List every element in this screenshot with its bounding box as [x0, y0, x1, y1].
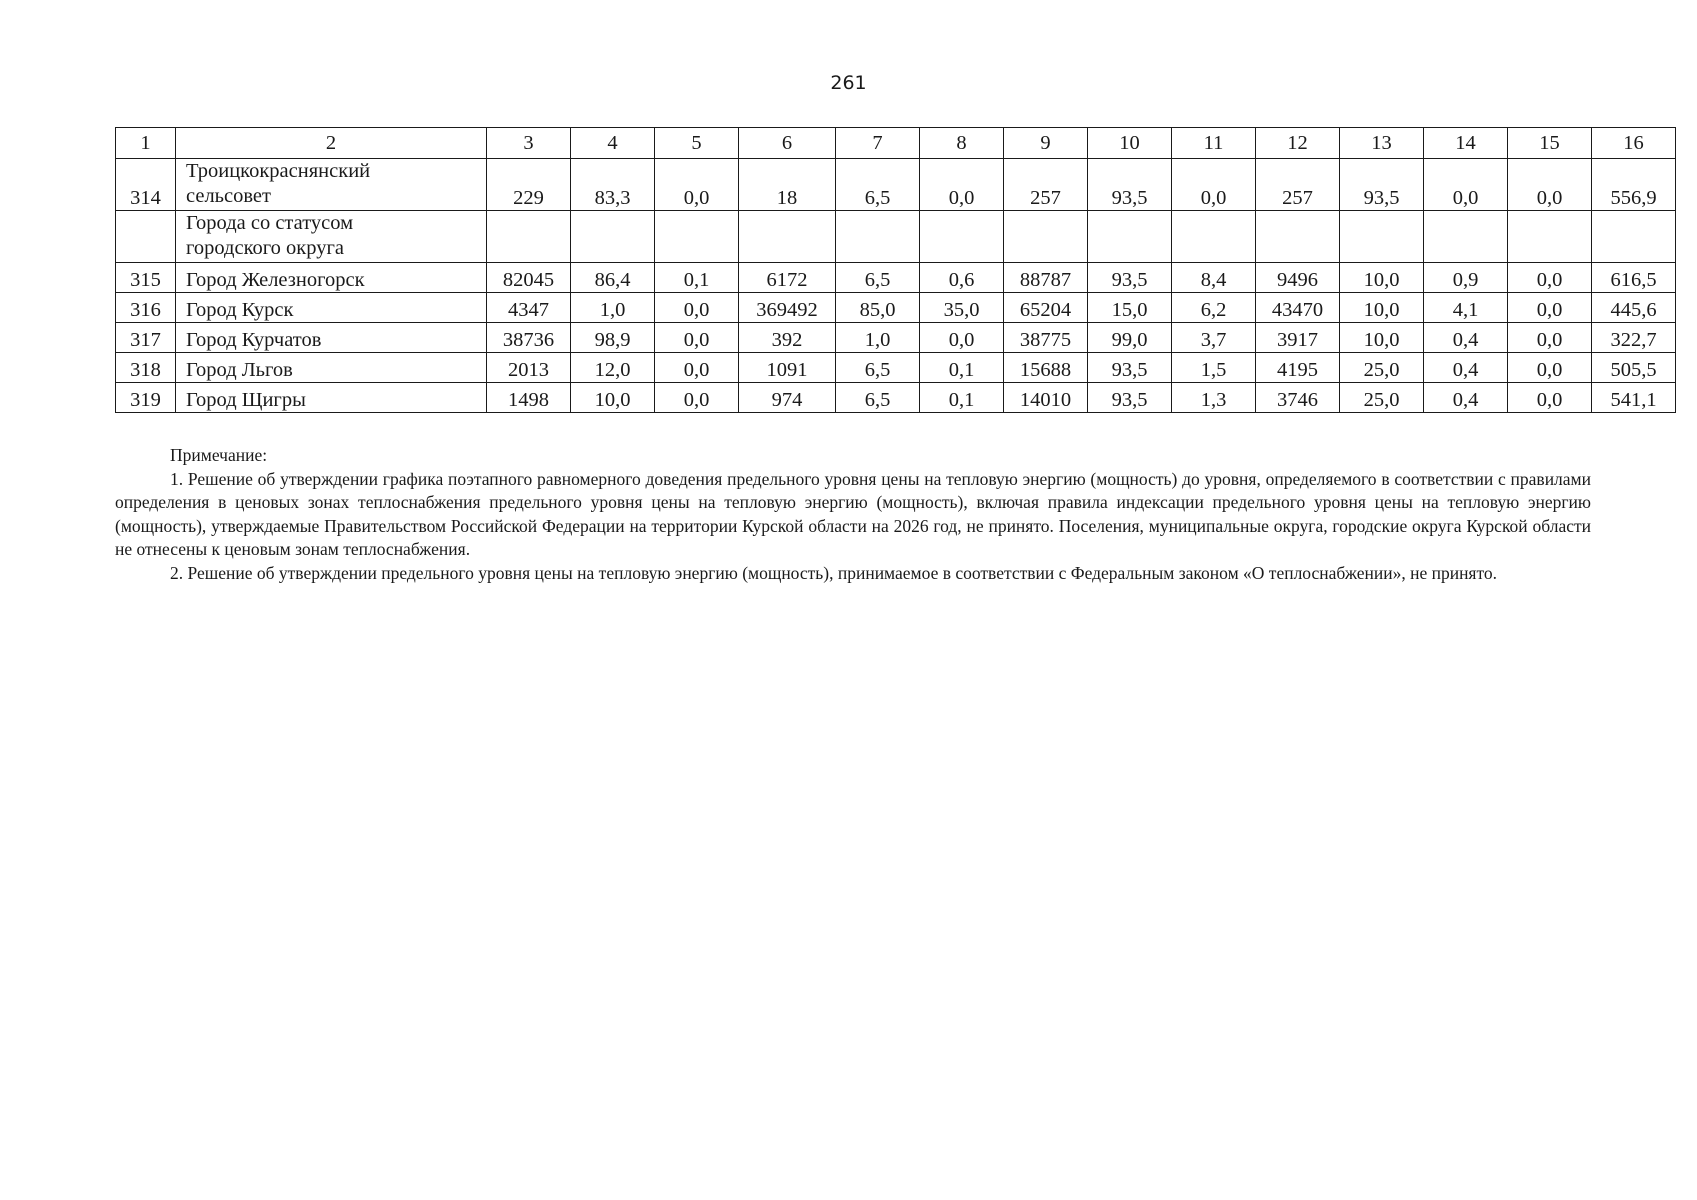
table-cell: 1,5: [1172, 353, 1256, 383]
column-number: 1: [116, 128, 176, 159]
row-number: 318: [116, 353, 176, 383]
row-name: Город Железногорск: [176, 263, 487, 293]
table-row: [116, 323, 1676, 353]
table-cell: 6,2: [1172, 293, 1256, 323]
column-number: 8: [920, 128, 1004, 159]
table-cell: [1172, 211, 1256, 263]
table-cell: 0,0: [655, 293, 739, 323]
table-cell: 505,5: [1592, 353, 1676, 383]
table-cell: 93,5: [1088, 263, 1172, 293]
table-cell: 93,5: [1088, 353, 1172, 383]
table-cell: [1340, 211, 1424, 263]
table-cell: 1498: [487, 383, 571, 413]
table-cell: 369492: [739, 293, 836, 323]
table-cell: 0,0: [655, 353, 739, 383]
row-name: Город Щигры: [176, 383, 487, 413]
page-number: 261: [830, 72, 867, 94]
table-cell: [571, 211, 655, 263]
table-cell: 257: [1004, 159, 1088, 211]
table-cell: 0,1: [920, 353, 1004, 383]
table-cell: 3917: [1256, 323, 1340, 353]
table-cell: 3746: [1256, 383, 1340, 413]
table-cell: [1256, 211, 1340, 263]
table-cell: 0,0: [1508, 263, 1592, 293]
table-cell: [1508, 211, 1592, 263]
table-cell: 35,0: [920, 293, 1004, 323]
table-cell: 257: [1256, 159, 1340, 211]
section-header-row: [116, 211, 1676, 263]
column-number-row: [116, 128, 1676, 159]
table-cell: 6,5: [836, 263, 920, 293]
table-cell: [1592, 211, 1676, 263]
table-cell: 10,0: [1340, 293, 1424, 323]
row-name-line: Троицкокраснянский: [186, 160, 371, 182]
row-number: 319: [116, 383, 176, 413]
table-cell: 0,0: [1172, 159, 1256, 211]
table-cell: [655, 211, 739, 263]
column-number: 6: [739, 128, 836, 159]
table-cell: 6,5: [836, 383, 920, 413]
table-cell: 4,1: [1424, 293, 1508, 323]
table-cell: 85,0: [836, 293, 920, 323]
table-cell: 10,0: [1340, 323, 1424, 353]
note-paragraph: 1. Решение об утверждении графика поэтапного равномерного доведения предельного уровня цены на тепловую энергию (мощность) до уровня, определяемого в соответствии с правилами определения в ценовых зонах теплоснабжения предельного уровня цены на тепловую энергию (мощность), включая правила индексации предельного уровня цены на тепловую энергию (мощность), утверждаемые Правительством Российской Федерации на территории Курской области на 2026 год, не принято. Поселения, муниципальные округа, городские округа Курской области не отнесены к ценовым зонам теплоснабжения.: [115, 468, 1591, 559]
table-row: [116, 293, 1676, 323]
row-name: Город Курск: [176, 293, 487, 323]
table-cell: 0,6: [920, 263, 1004, 293]
table-cell: 1,0: [571, 293, 655, 323]
table-row: [116, 383, 1676, 413]
table-cell: 974: [739, 383, 836, 413]
row-number: 315: [116, 263, 176, 293]
table-cell: 1,3: [1172, 383, 1256, 413]
table-cell: 322,7: [1592, 323, 1676, 353]
table-cell: 88787: [1004, 263, 1088, 293]
table-cell: [836, 211, 920, 263]
column-number: 10: [1088, 128, 1172, 159]
table-cell: 6,5: [836, 159, 920, 211]
table-cell: 1091: [739, 353, 836, 383]
table-cell: 556,9: [1592, 159, 1676, 211]
table-cell: 83,3: [571, 159, 655, 211]
row-number: 314: [116, 159, 176, 211]
table-cell: 15,0: [1088, 293, 1172, 323]
table-cell: 229: [487, 159, 571, 211]
table-cell: 1,0: [836, 323, 920, 353]
table-cell: 4195: [1256, 353, 1340, 383]
table-cell: 6172: [739, 263, 836, 293]
table-cell: 0,0: [1508, 353, 1592, 383]
table-cell: 6,5: [836, 353, 920, 383]
table-cell: 18: [739, 159, 836, 211]
table-row: [116, 263, 1676, 293]
table-cell: 0,0: [1508, 159, 1592, 211]
table-cell: [920, 211, 1004, 263]
table-cell: 14010: [1004, 383, 1088, 413]
column-number: 13: [1340, 128, 1424, 159]
notes-label: Примечание:: [170, 445, 268, 465]
row-name-line: сельсовет: [186, 185, 271, 207]
table-cell: [1088, 211, 1172, 263]
table-cell: 2013: [487, 353, 571, 383]
table-cell: 392: [739, 323, 836, 353]
table-cell: 0,9: [1424, 263, 1508, 293]
table-cell: 0,0: [920, 323, 1004, 353]
table-cell: 445,6: [1592, 293, 1676, 323]
table-cell: 86,4: [571, 263, 655, 293]
row-number: 317: [116, 323, 176, 353]
table-cell: 25,0: [1340, 353, 1424, 383]
table-cell: 4347: [487, 293, 571, 323]
table-cell: 0,0: [1508, 383, 1592, 413]
row-name: Город Льгов: [176, 353, 487, 383]
column-number: 14: [1424, 128, 1508, 159]
table-cell: 8,4: [1172, 263, 1256, 293]
table-cell: 93,5: [1088, 159, 1172, 211]
table-cell: 38736: [487, 323, 571, 353]
column-number: 15: [1508, 128, 1592, 159]
table-cell: 0,0: [1508, 293, 1592, 323]
column-number: 12: [1256, 128, 1340, 159]
tariff-table: [115, 127, 1676, 413]
note-paragraph: 2. Решение об утверждении предельного уровня цены на тепловую энергию (мощность), принимаемое в соответствии с Федеральным законом «О теплоснабжении», не принято.: [170, 562, 1498, 583]
row-name-line: городского округа: [186, 237, 344, 259]
table-row: [116, 159, 1676, 211]
table-cell: 0,4: [1424, 323, 1508, 353]
column-number: 4: [571, 128, 655, 159]
column-number: 2: [176, 128, 487, 159]
column-number: 11: [1172, 128, 1256, 159]
table-cell: [739, 211, 836, 263]
table-row: [116, 353, 1676, 383]
row-name-line: Города со статусом: [186, 212, 354, 234]
column-number: 3: [487, 128, 571, 159]
table-cell: 616,5: [1592, 263, 1676, 293]
table-cell: [1004, 211, 1088, 263]
table-cell: 0,0: [920, 159, 1004, 211]
row-number: 316: [116, 293, 176, 323]
table-cell: 12,0: [571, 353, 655, 383]
column-number: 7: [836, 128, 920, 159]
table-cell: 82045: [487, 263, 571, 293]
table-cell: 38775: [1004, 323, 1088, 353]
table-cell: 25,0: [1340, 383, 1424, 413]
table-cell: 0,1: [655, 263, 739, 293]
table-cell: 10,0: [1340, 263, 1424, 293]
column-number: 16: [1592, 128, 1676, 159]
table-cell: 0,0: [655, 159, 739, 211]
row-name: Город Курчатов: [176, 323, 487, 353]
table-cell: 9496: [1256, 263, 1340, 293]
column-number: 9: [1004, 128, 1088, 159]
notes-section: [115, 444, 1591, 585]
table-cell: 65204: [1004, 293, 1088, 323]
table-cell: 0,0: [1508, 323, 1592, 353]
row-name: [176, 159, 487, 211]
column-number: 5: [655, 128, 739, 159]
table-cell: 0,4: [1424, 353, 1508, 383]
table-cell: [1424, 211, 1508, 263]
table-cell: 15688: [1004, 353, 1088, 383]
table-cell: 99,0: [1088, 323, 1172, 353]
table-cell: 541,1: [1592, 383, 1676, 413]
table-cell: 0,0: [655, 323, 739, 353]
table-cell: 3,7: [1172, 323, 1256, 353]
table-cell: 10,0: [571, 383, 655, 413]
table-cell: 98,9: [571, 323, 655, 353]
row-number: [116, 211, 176, 263]
table-cell: 0,0: [1424, 159, 1508, 211]
table-cell: 0,0: [655, 383, 739, 413]
table-cell: 93,5: [1088, 383, 1172, 413]
section-title: [176, 211, 487, 263]
table-cell: 0,4: [1424, 383, 1508, 413]
table-cell: 93,5: [1340, 159, 1424, 211]
table-cell: 0,1: [920, 383, 1004, 413]
table-cell: 43470: [1256, 293, 1340, 323]
table-cell: [487, 211, 571, 263]
